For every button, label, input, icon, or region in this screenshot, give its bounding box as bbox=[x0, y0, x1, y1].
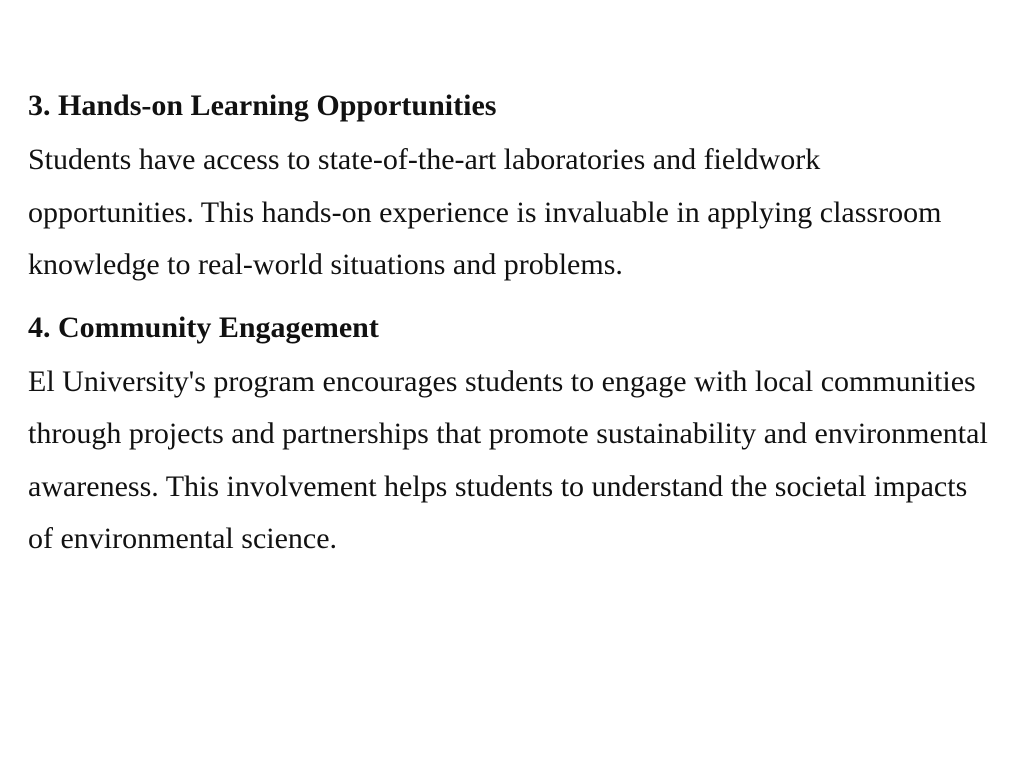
section-heading: 3. Hands-on Learning Opportunities bbox=[28, 89, 497, 122]
section-paragraph: El University's program encourages students to engage with local communities through projects and partnerships that promote sustainability and environmental awareness. This involvement helps students to understand the societal impacts of environmental science. bbox=[28, 364, 988, 555]
section-paragraph: Students have access to state-of-the-art laboratories and fieldwork opportunities. This hands-on experience is invaluable in applying classroom knowledge to real-world situations and problems. bbox=[28, 143, 942, 281]
section-heading: 4. Community Engagement bbox=[28, 310, 379, 344]
section-hands-on-learning bbox=[28, 80, 994, 292]
section-community-engagement bbox=[28, 302, 994, 566]
